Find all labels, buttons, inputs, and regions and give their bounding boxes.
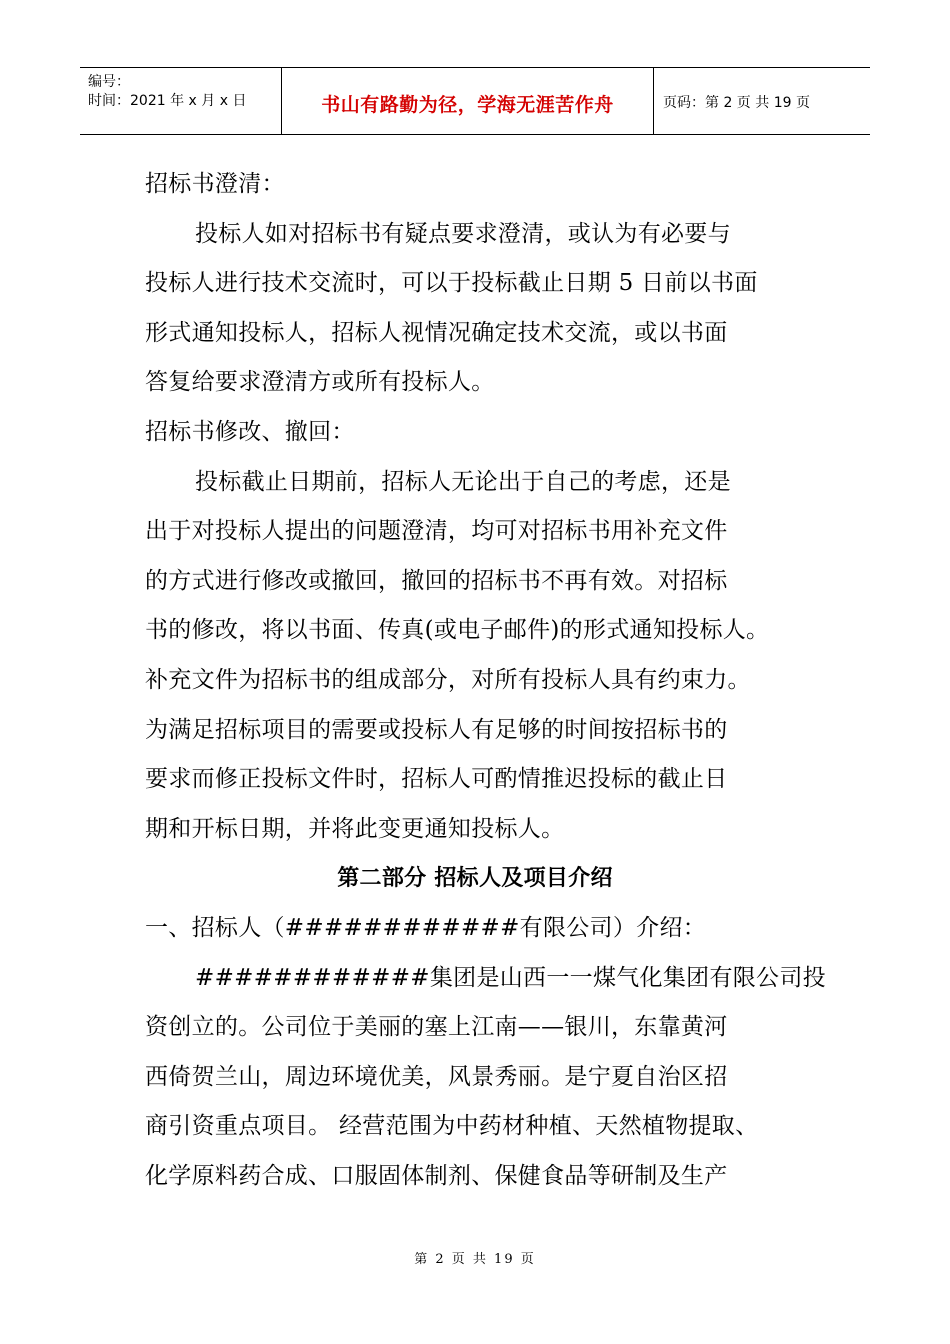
paragraph-line: 商引资重点项目。 经营范围为中药材种植、天然植物提取、 [145,1113,759,1140]
paragraph-line: 答复给要求澄清方或所有投标人。 [145,369,495,396]
section-title-tenderer: 一、招标人（############有限公司）介绍： [145,914,707,941]
page-header [80,67,870,135]
paragraph-line: 西倚贺兰山，周边环境优美，风景秀丽。是宁夏自治区招 [145,1063,728,1090]
header-meta [80,68,282,134]
paragraph-line: 要求而修正投标文件时，招标人可酌情推迟投标的截止日 [145,766,728,793]
header-page-info: 页码：第 2 页 共 19 页 [663,95,810,111]
section-title-modification: 招标书修改、撤回： [145,418,355,445]
paragraph-line: 化学原料药合成、口服固体制剂、保健食品等研制及生产 [145,1162,728,1189]
section-title-clarification: 招标书澄清： [145,171,285,197]
paragraph-line: 投标人如对招标书有疑点要求澄清，或认为有必要与 [195,220,731,247]
paragraph-line: 的方式进行修改或撤回，撤回的招标书不再有效。对招标 [145,567,728,594]
paragraph-line: 投标人进行技术交流时，可以于投标截止日期 5 日前以书面 [145,270,758,297]
page-footer: 第 2 页 共 19 页 [414,1252,536,1267]
header-motto: 书山有路勤为径，学海无涯苦作舟 [282,68,654,134]
paragraph-line: 补充文件为招标书的组成部分，对所有投标人具有约束力。 [145,666,751,693]
paragraph-line: 书的修改，将以书面、传真(或电子邮件)的形式通知投标人。 [145,617,770,644]
document-time-label: 时间：2021 年 x 月 x 日 [88,93,247,109]
paragraph-line: 为满足招标项目的需要或投标人有足够的时间按招标书的 [145,716,728,743]
paragraph-line: 出于对投标人提出的问题澄清，均可对招标书用补充文件 [145,518,728,545]
paragraph-line: ############集团是山西一一煤气化集团有限公司投 [195,964,826,991]
paragraph-line: 期和开标日期，并将此变更通知投标人。 [145,815,565,842]
paragraph-line: 资创立的。公司位于美丽的塞上江南——银川，东靠黄河 [145,1014,728,1041]
paragraph-line: 投标截止日期前，招标人无论出于自己的考虑，还是 [195,468,731,495]
document-number-label: 编号： [88,74,130,90]
document-body [145,160,825,1201]
paragraph-line: 形式通知投标人，招标人视情况确定技术交流，或以书面 [145,319,728,346]
part-two-heading: 第二部分 招标人及项目介绍 [337,866,613,892]
